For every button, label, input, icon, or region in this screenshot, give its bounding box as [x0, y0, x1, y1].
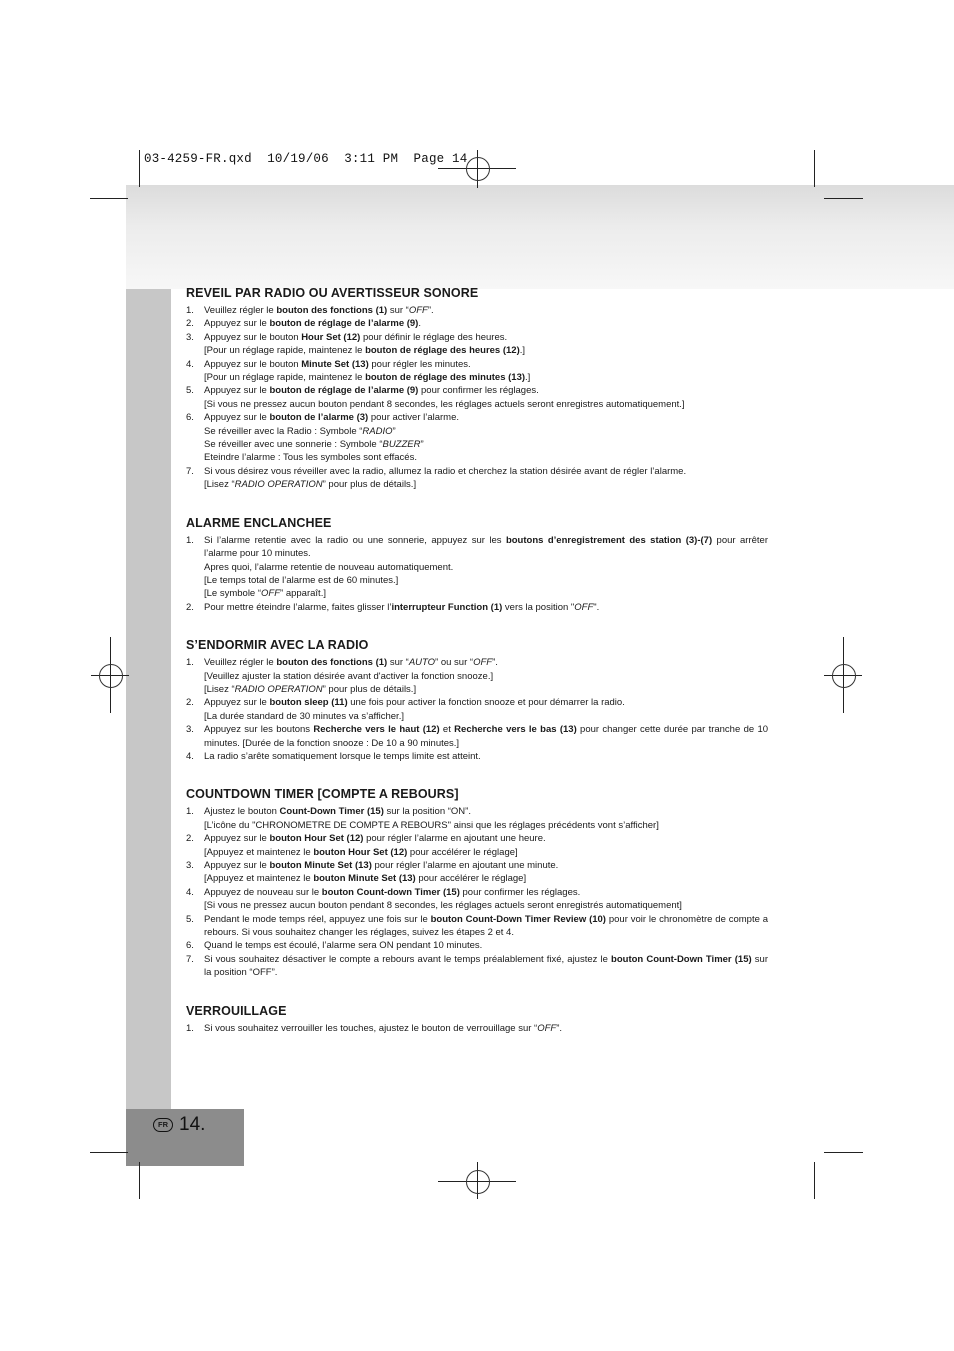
- list-item-number: 4.: [186, 750, 194, 762]
- list-item: [186, 886, 768, 913]
- list-item-line: Si vous souhaitez désactiver le compte a rebours avant le temps préalablement fixé, ajustez le bouton Count-Down Timer (15) sur la position “OFF”.: [204, 953, 768, 979]
- list-item-line: Se réveiller avec une sonnerie : Symbole “BUZZER”: [204, 439, 424, 451]
- list-item-text: [204, 939, 768, 952]
- list-item-line: Si l’alarme retentie avec la radio ou une sonnerie, appuyez sur les boutons d’enregistrement des station (3)-(7) pour arrêter l’alarme pour 10 minutes.: [204, 534, 768, 560]
- list-item-text: [204, 384, 768, 411]
- list-item-number: 1.: [186, 305, 194, 316]
- crop-mark: [90, 198, 128, 199]
- registration-mark-icon: [832, 664, 856, 688]
- list-item: [186, 832, 768, 859]
- list-item-text: [204, 805, 768, 832]
- list-item-line: Eteindre l’alarme : Tous les symboles sont effacés.: [204, 452, 417, 464]
- list-item-line: Pendant le mode temps réel, appuyez une fois sur le bouton Count-Down Timer Review (10) pour voir le chronomètre de compte a rebours. Si vous souhaitez changer les réglages, suivez les étapes 2 et 4.: [204, 913, 769, 939]
- list-item-line: [Appuyez et maintenez le bouton Hour Set (12) pour accélérer le réglage]: [204, 846, 518, 858]
- list-item-line: [Pour un réglage rapide, maintenez le bouton de réglage des heures (12).]: [204, 345, 526, 357]
- list-item-number: 7.: [186, 953, 194, 965]
- list-item-text: [204, 953, 768, 980]
- list-item-text: [204, 411, 768, 465]
- list-item-line: Appuyez sur le bouton Hour Set (12) pour régler l’alarme en ajoutant une heure.: [204, 833, 546, 845]
- section: [186, 638, 768, 763]
- list-item-line: [Pour un réglage rapide, maintenez le bouton de réglage des minutes (13).]: [204, 372, 531, 384]
- list-item: [186, 953, 768, 980]
- list-item-text: [204, 723, 768, 750]
- list-item-line: [Lisez “RADIO OPERATION” pour plus de détails.]: [204, 683, 417, 695]
- list-item-line: Appuyez sur le bouton Minute Set (13) pour régler les minutes.: [204, 358, 471, 370]
- list-item-line: [Lisez “RADIO OPERATION” pour plus de détails.]: [204, 479, 417, 491]
- crop-mark: [139, 150, 140, 187]
- list-item-number: 4.: [186, 358, 194, 370]
- list-item-text: [204, 859, 768, 886]
- list-item: [186, 331, 768, 358]
- list-item-line: [Veuillez ajuster la station désirée avant d'activer la fonction snooze.]: [204, 670, 494, 682]
- list-item-line: Appuyez sur les boutons Recherche vers le haut (12) et Recherche vers le bas (13) pour changer cette durée par tranche de 10 minutes. [Durée de la fonction snooze : De 10 a 90 minutes.]: [204, 724, 769, 749]
- registration-mark-icon: [466, 1170, 490, 1194]
- list-item-line: [Si vous ne pressez aucun bouton pendant 8 secondes, les réglages actuels seront enregistrés automatiquement]: [204, 900, 682, 912]
- list-item: [186, 939, 768, 952]
- registration-mark-icon: [99, 664, 123, 688]
- crop-mark: [90, 1152, 128, 1153]
- page-number-label: 14.: [179, 1114, 206, 1135]
- list-item: [186, 601, 768, 614]
- manual-content: [186, 286, 768, 1059]
- list-item-text: [204, 358, 768, 385]
- list-item: [186, 317, 768, 330]
- list-item-line: Ajustez le bouton Count-Down Timer (15) sur la position “ON”.: [204, 806, 471, 818]
- list-item-text: [204, 1022, 768, 1035]
- list-item-line: [Appuyez et maintenez le bouton Minute Set (13) pour accélérer le réglage]: [204, 873, 527, 885]
- list-item: [186, 656, 768, 696]
- list-item-line: [L’icône du "CHRONOMETRE DE COMPTE A REBOURS" ainsi que les réglages précédents vont s’afficher]: [204, 819, 659, 831]
- list-item-line: Appuyez de nouveau sur le bouton Count-down Timer (15) pour confirmer les réglages.: [204, 886, 581, 898]
- list-item-number: 3.: [186, 724, 194, 736]
- list-item: [186, 859, 768, 886]
- list-item-text: [204, 886, 768, 913]
- list-item-number: 3.: [186, 331, 194, 343]
- list-item-number: 1.: [186, 534, 194, 546]
- list-item: [186, 304, 768, 317]
- list-item: [186, 1022, 768, 1035]
- list-item-line: Appuyez sur le bouton sleep (11) une fois pour activer la fonction snooze et pour démarrer la radio.: [204, 697, 625, 709]
- list-item-line: Quand le temps est écoulé, l’alarme sera ON pendant 10 minutes.: [204, 940, 483, 952]
- list-item-number: 5.: [186, 385, 194, 397]
- list-item-line: Appuyez sur le bouton de l’alarme (3) pour activer l’alarme.: [204, 412, 460, 424]
- list-item-text: [204, 465, 768, 492]
- list-item-number: 1.: [186, 1022, 194, 1034]
- crop-mark: [814, 1162, 815, 1199]
- side-bar: [126, 289, 171, 1109]
- list-item-number: 2.: [186, 697, 194, 709]
- list-item-text: [204, 331, 768, 358]
- list-item: [186, 465, 768, 492]
- section-title: S’ENDORMIR AVEC LA RADIO: [186, 638, 369, 653]
- list-item-line: [La durée standard de 30 minutes va s’afficher.]: [204, 710, 404, 722]
- registration-mark-icon: [466, 157, 490, 181]
- list-item-text: [204, 696, 768, 723]
- section-title: COUNTDOWN TIMER [COMPTE A REBOURS]: [186, 787, 459, 802]
- list-item-number: 2.: [186, 318, 194, 330]
- list-item-line: Si vous désirez vous réveiller avec la radio, allumez la radio et cherchez la station désirée avant de régler l’alarme.: [204, 465, 687, 477]
- list-item: [186, 750, 768, 763]
- list-item-line: Pour mettre éteindre l’alarme, faites glisser l’interrupteur Function (1) vers la position "OFF".: [204, 601, 600, 613]
- list-item-number: 2.: [186, 833, 194, 845]
- section: [186, 1004, 768, 1035]
- list-item-line: Appuyez sur le bouton de réglage de l’alarme (9) pour confirmer les réglages.: [204, 385, 539, 397]
- crop-mark: [824, 1152, 863, 1153]
- list-item: [186, 723, 768, 750]
- list-item: [186, 411, 768, 465]
- list-item-line: Veuillez régler le bouton des fonctions (1) sur “AUTO” ou sur “OFF”.: [204, 657, 498, 669]
- list-item-line: [Si vous ne pressez aucun bouton pendant 8 secondes, les réglages actuels seront enregistres automatiquement.]: [204, 398, 685, 410]
- page-number: [153, 1114, 205, 1136]
- list-item: [186, 696, 768, 723]
- list-item-line: La radio s’arête somatiquement lorsque le temps limite est atteint.: [204, 750, 481, 762]
- list-item-number: 1.: [186, 657, 194, 669]
- list-item-line: [Le temps total de l’alarme est de 60 minutes.]: [204, 574, 399, 586]
- list-item-text: [204, 317, 768, 330]
- crop-mark: [814, 150, 815, 187]
- list-item-number: 2.: [186, 601, 194, 613]
- section: [186, 286, 768, 492]
- section-title: ALARME ENCLANCHEE: [186, 515, 332, 530]
- section-title: VERROUILLAGE: [186, 1003, 287, 1018]
- list-item-text: [204, 750, 768, 763]
- list-item: [186, 384, 768, 411]
- crop-mark: [139, 1162, 140, 1199]
- list-item-line: Si vous souhaitez verrouiller les touches, ajustez le bouton de verrouillage sur “OFF”.: [204, 1022, 563, 1034]
- section: [186, 516, 768, 614]
- list-item-line: Appuyez sur le bouton Minute Set (13) pour régler l’alarme en ajoutant une minute.: [204, 860, 559, 871]
- section-title: REVEIL PAR RADIO OU AVERTISSEUR SONORE: [186, 286, 479, 300]
- list-item-line: Se réveiller avec la Radio : Symbole “RADIO”: [204, 425, 396, 437]
- print-slug: 03-4259-FR.qxd 10/19/06 3:11 PM Page 14: [144, 152, 468, 166]
- list-item-text: [204, 534, 768, 601]
- list-item-number: 6.: [186, 412, 194, 424]
- list-item: [186, 805, 768, 832]
- list-item-line: [Le symbole “OFF” apparaît.]: [204, 588, 326, 600]
- list-item-text: [204, 304, 768, 317]
- list-item: [186, 913, 768, 940]
- list-item-number: 1.: [186, 806, 194, 818]
- list-item-line: Veuillez régler le bouton des fonctions (1) sur “OFF”.: [204, 305, 434, 316]
- list-item-line: Appuyez sur le bouton de réglage de l’alarme (9).: [204, 318, 421, 330]
- list-item-number: 4.: [186, 886, 194, 898]
- list-item-text: [204, 656, 768, 696]
- language-badge: FR: [153, 1118, 173, 1132]
- crop-mark: [824, 198, 863, 199]
- list-item-text: [204, 832, 768, 859]
- list-item-number: 7.: [186, 465, 194, 477]
- list-item: [186, 358, 768, 385]
- section: [186, 787, 768, 979]
- header-band: [126, 185, 954, 289]
- list-item: [186, 534, 768, 601]
- list-item-number: 6.: [186, 940, 194, 952]
- list-item-number: 5.: [186, 913, 194, 925]
- list-item-number: 3.: [186, 860, 194, 871]
- list-item-line: Apres quoi, l’alarme retentie de nouveau automatiquement.: [204, 561, 454, 573]
- list-item-text: [204, 601, 768, 614]
- list-item-line: Appuyez sur le bouton Hour Set (12) pour définir le réglage des heures.: [204, 331, 508, 343]
- list-item-text: [204, 913, 768, 940]
